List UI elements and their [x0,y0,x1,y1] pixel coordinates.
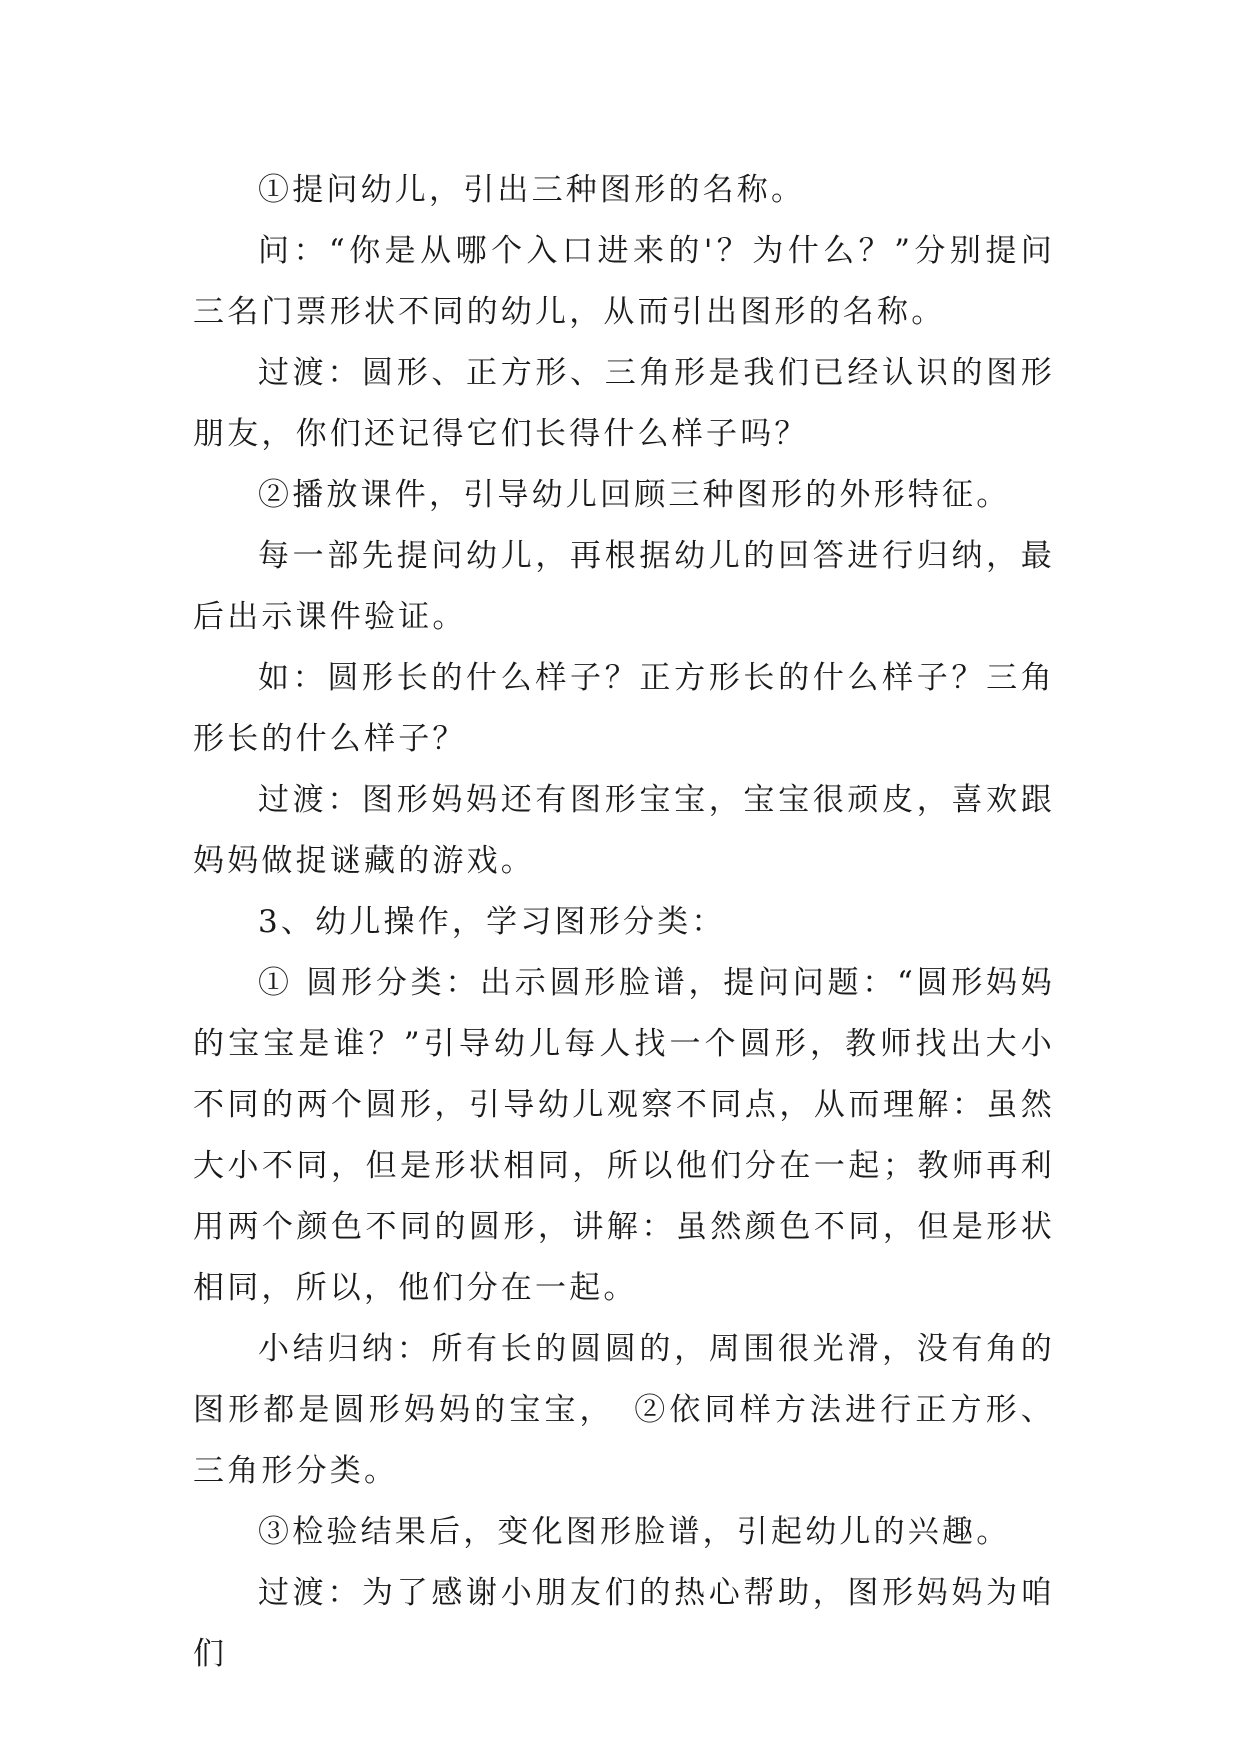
paragraph: 过渡：为了感谢小朋友们的热心帮助，图形妈妈为咱们 [193,1575,1055,1672]
paragraph: ① 圆形分类：出示圆形脸谱，提问问题：“圆形妈妈的宝宝是谁？”引导幼儿每人找一个圆形，教师找出大小不同的两个圆形，引导幼儿观察不同点，从而理解：虽然大小不同，但是形状相同，所以他们分在一起；教师再利用两个颜色不同的圆形，讲解：虽然颜色不同，但是形状相同，所以，他们分在一起。 [193,965,1055,1306]
paragraph: 3、幼儿操作，学习图形分类： [258,904,726,940]
paragraph: ②播放课件，引导幼儿回顾三种图形的外形特征。 [258,477,1011,513]
paragraph: 每一部先提问幼儿，再根据幼儿的回答进行归纳，最后出示课件验证。 [193,538,1055,635]
paragraph: ③检验结果后，变化图形脸谱，引起幼儿的兴趣。 [258,1514,1011,1550]
paragraph: 过渡：圆形、正方形、三角形是我们已经认识的图形朋友，你们还记得它们长得什么样子吗？ [193,355,1055,452]
document-body [193,160,1055,1685]
paragraph: ①提问幼儿，引出三种图形的名称。 [258,172,806,208]
paragraph: 如：圆形长的什么样子？正方形长的什么样子？三角形长的什么样子？ [193,660,1055,757]
paragraph: 小结归纳：所有长的圆圆的，周围很光滑，没有角的图形都是圆形妈妈的宝宝， ②依同样方法进行正方形、三角形分类。 [193,1331,1055,1489]
paragraph: 过渡：图形妈妈还有图形宝宝，宝宝很顽皮，喜欢跟妈妈做捉谜藏的游戏。 [193,782,1055,879]
paragraph: 问：“你是从哪个入口进来的'？为什么？”分别提问三名门票形状不同的幼儿，从而引出图形的名称。 [193,233,1055,330]
